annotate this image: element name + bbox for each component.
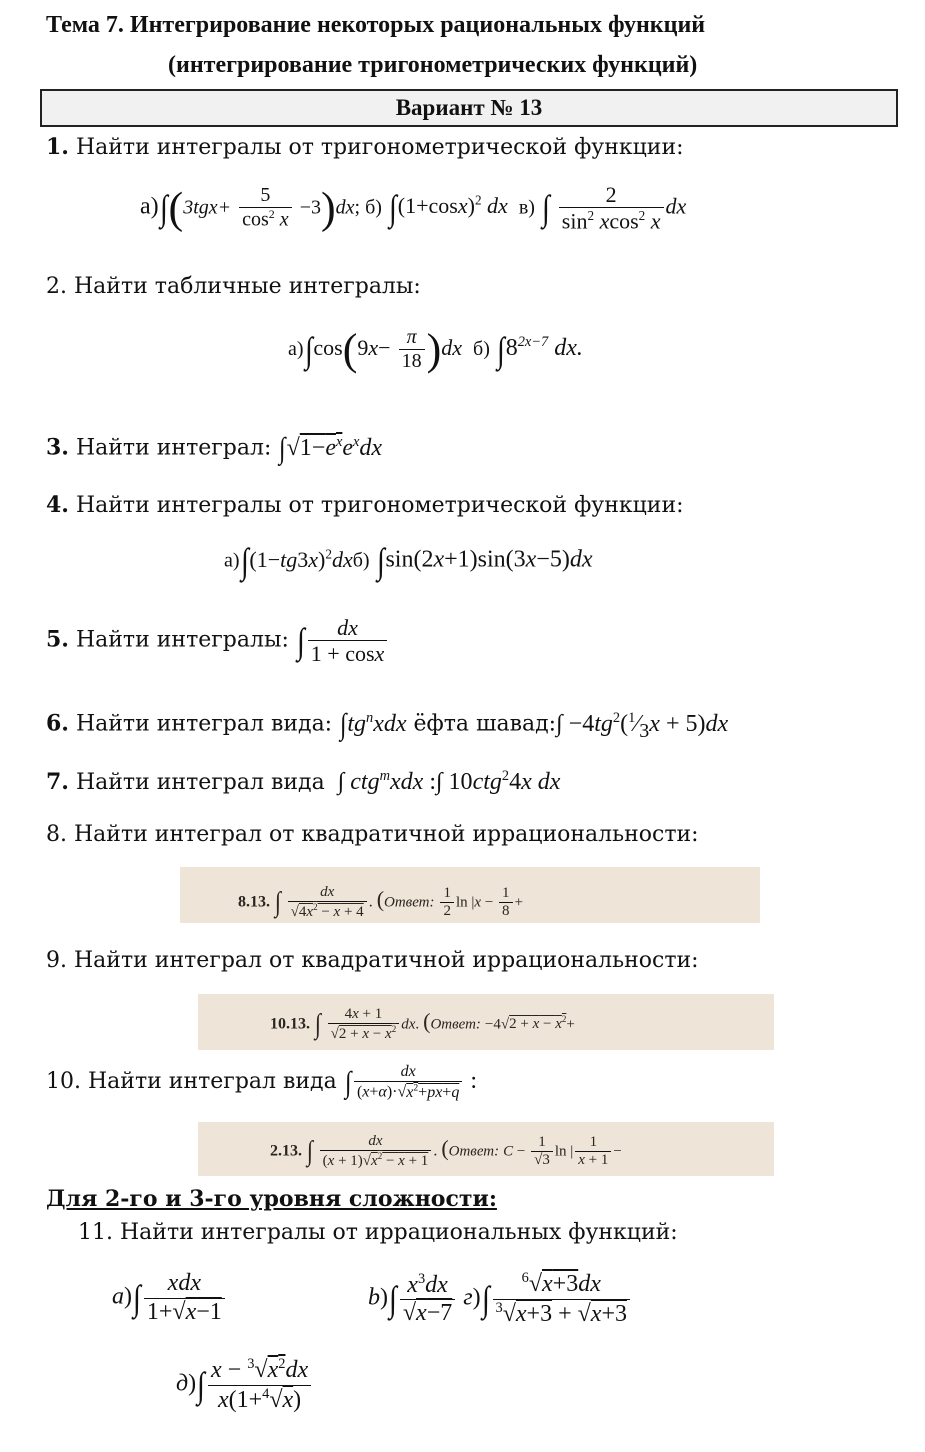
scan-label: 10.13. bbox=[270, 1015, 310, 1033]
scan-label: 8.13. bbox=[238, 893, 270, 911]
task-text: Найти табличные интегралы: bbox=[74, 274, 421, 299]
task-number: 11. bbox=[78, 1220, 113, 1245]
scan-label: 2.13. bbox=[270, 1142, 302, 1160]
task-3: 3. Найти интеграл: $\int√1-e^xe^xdx$ bbox=[46, 432, 383, 465]
task-text: Найти интеграл вида bbox=[88, 1069, 337, 1095]
task-text: Найти интегралы от иррациональных функций: bbox=[120, 1220, 678, 1245]
task-text: Найти интегралы: bbox=[75, 627, 289, 653]
task-number: 9. bbox=[46, 948, 67, 973]
task-11-d: д)∫ $\frac{x - ^3√x^2dx}{x(1+^4√x)}$ bbox=[176, 1356, 313, 1414]
task-5: 5. Найти интегралы: ∫ $\frac{dx}{1 + \cos x}$ bbox=[46, 615, 389, 667]
scan-answer: Ответ: bbox=[448, 1143, 500, 1160]
page-title: Тема 7. Интегрирование некоторых рациональных функций bbox=[46, 12, 706, 38]
task-number: 10. bbox=[46, 1069, 81, 1095]
task-text: Найти интеграл от квадратичной иррациональности: bbox=[74, 948, 699, 973]
task-11-a: а)∫ $\frac{\text{xdx}}{1+√x-1}$ bbox=[112, 1270, 227, 1326]
task-9 bbox=[46, 948, 699, 973]
task-8 bbox=[46, 822, 699, 847]
task-number: 4. bbox=[46, 492, 69, 518]
task-1 bbox=[46, 134, 684, 160]
task-number: 5. bbox=[46, 626, 69, 653]
task-text: Найти интеграл: bbox=[75, 435, 272, 461]
task-number: 8. bbox=[46, 822, 67, 847]
task-6: 6. Найти интеграл вида: $\int tg^nxdx$ ёфта шавад:∫ $-4tg^2(^1⁄_3x + 5)dx$ bbox=[46, 708, 729, 742]
task-2 bbox=[46, 274, 421, 299]
task-text: Найти интеграл от квадратичной иррациональности: bbox=[74, 822, 699, 847]
task-number: 2. bbox=[46, 274, 67, 299]
task-number: 6. bbox=[46, 710, 69, 737]
task-text: Найти интеграл вида bbox=[75, 770, 325, 795]
scan-answer: Ответ: bbox=[384, 894, 435, 911]
task-text: Найти интегралы от тригонометрической функции: bbox=[75, 493, 684, 518]
task-11 bbox=[78, 1220, 678, 1245]
scan-10-13: 10.13. ∫ $\frac{4x + 1}{√2 + x - x^2}$ dx. (Ответ: $-4√2 + x - x^2+$ bbox=[198, 994, 774, 1050]
page-subtitle: (интегрирование тригонометрических функций) bbox=[168, 52, 698, 78]
task-10: 10. Найти интеграл вида ∫ $\frac{dx}{(x+\alpha)\cdot√x^2+px+q}$ : bbox=[46, 1063, 477, 1101]
task-number: 1. bbox=[46, 134, 69, 160]
variant-box: Вариант № 13 bbox=[40, 89, 898, 127]
task-text: Найти интеграл вида: bbox=[75, 711, 333, 737]
level-heading: Для 2-го и 3-го уровня сложности: bbox=[46, 1186, 497, 1212]
task-2-formulas: а)∫cos(9x− $\frac{\pi}{18}$ )dx б) $\int 8^{2x-7}$ dx. bbox=[288, 325, 583, 374]
task-number: 3. bbox=[46, 434, 69, 461]
task-7: 7. Найти интеграл вида ∫ ctg$^m$xdx :∫ 10ctg$^2$4x dx bbox=[46, 768, 561, 795]
task-11-b-v: b)∫ $\frac{x^3dx}{√x-7}$ г)∫ $\frac{^6√x+3dx}{^3√x+3 + √x+3}$ bbox=[368, 1270, 632, 1328]
task-4 bbox=[46, 492, 684, 518]
task-6-extra: ёфта шавад: bbox=[413, 711, 557, 737]
task-4-formulas: $а)\int(1-tg3x)^2dxб$) ∫sin(2x+1)sin(3x−5)dx bbox=[224, 541, 593, 581]
task-1-formulas: а)∫(3tgx+ $\frac{5}{\cos^2 x}$ −3)dx; б) $\int(1+\cos x)^2$ dx в) ∫ $\frac{2}{\sin^2 xcos^2 x}$ dx bbox=[140, 182, 687, 234]
task-number: 7. bbox=[46, 769, 69, 795]
scan-8-13: 8.13. ∫ $\frac{dx}{√4x^2 - x + 4}$ . (Ответ: $\frac{1}{2}$ ln |x − $\frac{1}{8}$ + bbox=[180, 867, 760, 923]
scan-2-13: 2.13. ∫ $\frac{dx}{(x + 1)√x^2 - x + 1}$ . (Ответ: C − $\frac{1}{√3}$ ln | $\frac{1}{x + 1}$ − bbox=[198, 1122, 774, 1176]
scan-answer: Ответ: bbox=[430, 1016, 481, 1033]
task-text: Найти интегралы от тригонометрической функции: bbox=[75, 135, 684, 160]
